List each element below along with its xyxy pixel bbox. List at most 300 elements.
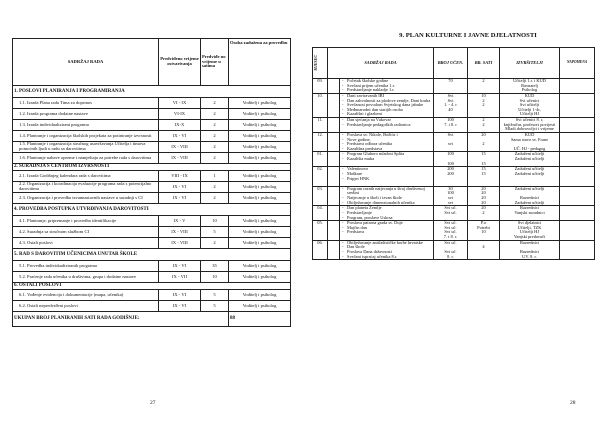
executors-cell-line: Ravnatelj bbox=[521, 82, 538, 88]
task-text: 1.4. Planiranje i organizacija školskih projekata za potiniranje izvrsnosti bbox=[13, 131, 159, 142]
hours-cell-line: 2 bbox=[482, 141, 485, 147]
content-item: - Dan škole bbox=[347, 245, 432, 250]
task-text: 4.3. Ostali poslovi bbox=[13, 238, 159, 249]
task-text: 1.3. Izrada individualizirani programa bbox=[13, 120, 159, 131]
executors-cell bbox=[500, 79, 560, 94]
task-responsible: Voditelj i psiholog bbox=[229, 216, 291, 227]
students-cell-line: 100 bbox=[447, 151, 454, 157]
executors-cell-line: Razrednici bbox=[519, 240, 540, 245]
task-time: VIII - IX bbox=[159, 171, 201, 182]
task-hours: 2 bbox=[201, 131, 229, 142]
table-row bbox=[13, 131, 291, 142]
executors-cell-line: Razrednici bbox=[519, 195, 540, 200]
note-cell bbox=[560, 167, 595, 187]
note-cell bbox=[560, 79, 595, 94]
content-item: - Nove godine, bbox=[347, 138, 432, 143]
table-row bbox=[313, 240, 595, 260]
task-time: IX - VIII bbox=[159, 153, 201, 164]
content-item: - Predstava bbox=[347, 230, 432, 235]
task-hours: 5 bbox=[201, 227, 229, 238]
executors-cell bbox=[500, 132, 560, 152]
table-row bbox=[313, 93, 595, 117]
hours-cell-line: 20 bbox=[481, 132, 486, 137]
hours-cell bbox=[468, 93, 500, 117]
executors-cell-line: Zaduženi učitelji bbox=[514, 151, 545, 157]
hours-cell-line: 2 bbox=[482, 121, 485, 127]
content-item: - Kazališni i glazbeni bbox=[347, 112, 432, 117]
task-text: 5.2. Praćenje rada učenika u društvima, grupa i dodatne nastave bbox=[13, 272, 159, 283]
header-content: SADRŽAJ RADA bbox=[13, 39, 159, 86]
task-responsible: Voditelj i psiholog bbox=[229, 153, 291, 164]
hours-cell-line: 20 bbox=[481, 190, 486, 196]
hours-cell-line: 15 bbox=[481, 166, 486, 172]
hours-cell-line: 20 bbox=[481, 199, 486, 205]
executors-cell-line: Učitelji HJ bbox=[519, 111, 540, 117]
table-row bbox=[13, 142, 291, 153]
task-hours: 2 bbox=[201, 153, 229, 164]
culture-plan-table bbox=[312, 47, 595, 260]
header-time: Predviđeno vrijeme ostvarivanja bbox=[159, 39, 201, 86]
executors-cell-line: Svi učenici bbox=[519, 97, 540, 103]
content-item: - Predstavljanje pedagoških radionica bbox=[347, 123, 432, 128]
bullet-cell bbox=[328, 152, 340, 167]
executors-cell bbox=[500, 240, 560, 260]
executors-cell-line: KUD bbox=[524, 93, 535, 98]
content-item: - Predstavljanje nakladje 1.r. bbox=[347, 88, 432, 93]
bullet-cell bbox=[328, 118, 340, 133]
month-cell: 03. bbox=[313, 186, 328, 206]
header-content: SADRŽAJ RADA bbox=[328, 48, 434, 79]
header-executors: IZVRŠITELJI bbox=[500, 48, 560, 79]
students-cell bbox=[434, 79, 468, 94]
content-item: - Predstavljanje bbox=[347, 211, 432, 216]
content-item: - Svečanost povodom Svjetskog dana jabuke bbox=[347, 103, 432, 108]
hours-cell bbox=[468, 118, 500, 133]
hours-cell bbox=[468, 79, 500, 94]
section-row bbox=[13, 249, 291, 261]
executors-cell bbox=[500, 186, 560, 206]
table-row bbox=[13, 216, 291, 227]
hours-cell-line: 4 bbox=[482, 244, 485, 250]
task-responsible: Voditelj i psiholog bbox=[229, 171, 291, 182]
table-row bbox=[13, 290, 291, 301]
task-hours: 2 bbox=[201, 98, 229, 109]
task-text: 4.2. Suradnja sa stručnom službom CI bbox=[13, 227, 159, 238]
content-cell bbox=[340, 93, 434, 117]
total-label: UKUPAN BROJ PLANIRANIH SATI RADA GODIŠNJE: bbox=[13, 312, 229, 327]
executors-cell-line: Učitelji, TZK bbox=[517, 224, 542, 230]
task-hours: 2 bbox=[201, 193, 229, 204]
hours-cell-line: 2 bbox=[482, 209, 485, 215]
task-time: IX - VII bbox=[159, 272, 201, 283]
content-cell bbox=[340, 240, 434, 260]
hours-cell-line: 2 bbox=[482, 78, 485, 83]
students-cell-line: Svi uč. bbox=[444, 224, 457, 230]
header-hours: BR. SATI bbox=[468, 48, 500, 79]
task-time: IX - VI bbox=[159, 182, 201, 193]
section-title: 5. RAD S DAROVITIM UČENICIMA UNUTAR ŠKOLE bbox=[13, 249, 291, 261]
note-cell bbox=[560, 152, 595, 167]
hours-cell-line: 15 bbox=[481, 170, 486, 176]
task-hours: 10 bbox=[201, 272, 229, 283]
executors-cell bbox=[500, 118, 560, 133]
task-text: 2.3. Organizacija i provedba izvannastavnih nastave u suradnji s CI bbox=[13, 193, 159, 204]
executors-cell-line: Vanjski predavači bbox=[513, 234, 546, 239]
table-row bbox=[313, 186, 595, 206]
table-row bbox=[313, 118, 595, 133]
month-cell: 09. bbox=[313, 79, 328, 94]
content-item: - Maškare bbox=[347, 172, 432, 177]
content-cell bbox=[340, 132, 434, 152]
executors-cell-line: Vanjski suradnici bbox=[514, 209, 545, 215]
content-item: - Dan zahvalnosti za plodove zemlje, Dani kruha bbox=[347, 99, 432, 104]
table-row bbox=[13, 153, 291, 164]
students-cell-line: 7. i 8. r bbox=[444, 121, 457, 127]
content-cell bbox=[340, 152, 434, 167]
task-responsible: Voditelj i psiholog bbox=[229, 142, 291, 153]
content-item: - Proslava patrona grada sv. Duje bbox=[347, 221, 432, 226]
students-cell-line: 200 bbox=[447, 166, 454, 172]
table-row bbox=[313, 132, 595, 152]
bullet-cell bbox=[328, 221, 340, 241]
executors-cell-line: Zaduženi učitelji bbox=[514, 199, 545, 205]
students-cell-line: Svi uč. bbox=[444, 248, 457, 254]
section-row bbox=[13, 204, 291, 216]
table-row bbox=[13, 227, 291, 238]
content-cell bbox=[340, 186, 434, 206]
task-text: 1.1. Izrada Plana rada Tima za doprinos bbox=[13, 98, 159, 109]
students-cell bbox=[434, 132, 468, 152]
table-row bbox=[13, 120, 291, 131]
task-responsible: Voditelj i psiholog bbox=[229, 109, 291, 120]
task-hours: 35 bbox=[201, 261, 229, 272]
students-cell-line: Svi uč. bbox=[444, 229, 457, 235]
note-cell bbox=[560, 93, 595, 117]
content-item: - Dan planeta Zemlje bbox=[347, 206, 432, 211]
content-cell bbox=[340, 167, 434, 187]
content-cell bbox=[340, 221, 434, 241]
students-cell bbox=[434, 118, 468, 133]
content-item: - Kazališta muka bbox=[347, 157, 432, 162]
executors-cell-line: Svi djelatnici bbox=[517, 220, 542, 226]
content-cell bbox=[340, 79, 434, 94]
header-month: MJESEC bbox=[313, 48, 328, 79]
section-row bbox=[13, 164, 291, 171]
executors-cell-line: Zaduženi učitelji bbox=[514, 166, 545, 172]
task-time: IX - VIII bbox=[159, 142, 201, 153]
executors-cell-line: KUD bbox=[524, 132, 535, 137]
task-hours: 5 bbox=[201, 290, 229, 301]
executors-cell bbox=[500, 152, 560, 167]
header-note: NAPOMENA bbox=[560, 48, 595, 79]
task-text: 1.5. Planiranje i organizacija stručnog usavršavanja Učitelja i timova pomoćnih ljudi u radu sa darovitima bbox=[13, 142, 159, 153]
task-text: 5.1. Provedba individualiziranih programa bbox=[13, 261, 159, 272]
bullet-cell bbox=[328, 132, 340, 152]
content-item: - Kazališna predstava bbox=[347, 147, 432, 152]
task-text: 4.1. Planiranje, pripremanje i provedba identifikacije bbox=[13, 216, 159, 227]
section-title: 4. PROVEDBA POSTUPKA UTVRĐIVANJA DAROVITOSTI bbox=[13, 204, 291, 216]
hours-cell-line: 2 bbox=[482, 117, 485, 122]
content-item: - Početak školske godine bbox=[347, 79, 432, 84]
content-item: - Dan sjećanja na Vukovar bbox=[347, 118, 432, 123]
task-responsible: Voditelj i psiholog bbox=[229, 182, 291, 193]
hours-cell-line bbox=[469, 255, 498, 260]
students-cell-line: Svi bbox=[447, 97, 454, 103]
content-item: - Natjecanje u školi i izvan škole bbox=[347, 196, 432, 201]
header-hours: Predviđe no vrijeme u satima bbox=[201, 39, 229, 86]
executors-cell bbox=[500, 167, 560, 187]
content-item: - Obilježavanje dimenzionalnih učenika bbox=[347, 201, 432, 206]
content-item: - Proslava Dana državnosti bbox=[347, 250, 432, 255]
task-time: IX - V bbox=[159, 216, 201, 227]
task-hours: 2 bbox=[201, 238, 229, 249]
task-responsible: Voditelj i psiholog bbox=[229, 261, 291, 272]
task-text: 1.2. Izrada programa dodatne nastave bbox=[13, 109, 159, 120]
students-cell-line: 70 bbox=[448, 78, 453, 83]
table-row bbox=[13, 301, 291, 312]
executors-cell-line: Učitelji 1.r. i KUD bbox=[513, 78, 546, 83]
hours-cell-line: 2 bbox=[482, 97, 485, 103]
content-item: - Program Gluhoro mladost Splita bbox=[347, 152, 432, 157]
executors-cell-line: Razrednici bbox=[519, 205, 540, 211]
work-plan-table bbox=[12, 38, 291, 327]
task-responsible: Voditelj i psiholog bbox=[229, 290, 291, 301]
hours-cell-line: 15 bbox=[481, 151, 486, 157]
task-text: 1.6. Planiranje nabave opreme i namještaja za potrebe rada s darovitima bbox=[13, 153, 159, 164]
executors-cell bbox=[500, 221, 560, 241]
hours-cell-line: 2 bbox=[482, 102, 485, 108]
table-row bbox=[13, 109, 291, 120]
content-item: - Program, proslave Uskrsa bbox=[347, 216, 432, 221]
table-row bbox=[13, 193, 291, 204]
section-row bbox=[13, 86, 291, 98]
task-responsible: Voditelj i psiholog bbox=[229, 120, 291, 131]
header-responsible: Osoba zadužena za provedbu bbox=[229, 39, 291, 86]
executors-cell bbox=[500, 206, 560, 221]
executors-cell-line: UV. 8. r. bbox=[522, 253, 537, 259]
month-cell: 04. bbox=[313, 206, 328, 221]
content-item: - Svečani prijem učenika 1.r. bbox=[347, 84, 432, 89]
table-row bbox=[13, 238, 291, 249]
page-number-right: 28 bbox=[570, 400, 576, 406]
content-item: - Predstava odbora učenika bbox=[347, 142, 432, 147]
students-cell-line: Svi bbox=[447, 132, 454, 137]
bullet-cell bbox=[328, 167, 340, 187]
students-cell-line: svi bbox=[447, 199, 454, 205]
task-responsible: Voditelj i psiholog bbox=[229, 238, 291, 249]
task-responsible: Voditelj i psiholog bbox=[229, 272, 291, 283]
task-time: IX - VI bbox=[159, 193, 201, 204]
content-item: - Svečani ispraćaj učenika 8.r. bbox=[347, 255, 432, 260]
bullet-cell bbox=[328, 206, 340, 221]
note-cell bbox=[560, 221, 595, 241]
students-cell-line bbox=[435, 181, 466, 186]
task-hours: 5 bbox=[201, 301, 229, 312]
students-cell-line: 40 bbox=[448, 106, 453, 112]
month-cell: 12. bbox=[313, 132, 328, 152]
month-cell: 10. bbox=[313, 93, 328, 117]
task-hours: 2 bbox=[201, 182, 229, 193]
hours-cell bbox=[468, 240, 500, 260]
content-item: - Dani zaviravanih IBI bbox=[347, 94, 432, 99]
total-value: 88 bbox=[229, 312, 291, 327]
hours-cell-line: Potrebi bbox=[477, 224, 490, 230]
note-cell bbox=[560, 118, 595, 133]
hours-cell bbox=[468, 206, 500, 221]
task-time: IX - VIII bbox=[159, 238, 201, 249]
bullet-cell bbox=[328, 240, 340, 260]
task-responsible: Voditelj i psiholog bbox=[229, 98, 291, 109]
table-row bbox=[13, 98, 291, 109]
executors-cell bbox=[500, 93, 560, 117]
executors-cell-line: Svi učenici 8. r, bbox=[515, 117, 544, 122]
task-time: VI-IX bbox=[159, 109, 201, 120]
task-hours: 10 bbox=[201, 216, 229, 227]
students-cell bbox=[434, 167, 468, 187]
bullet-cell bbox=[328, 93, 340, 117]
content-item: - Valentinovo bbox=[347, 167, 432, 172]
hours-cell-line: 10 bbox=[481, 229, 486, 235]
note-cell bbox=[560, 186, 595, 206]
task-hours: 2 bbox=[201, 142, 229, 153]
students-cell bbox=[434, 221, 468, 241]
content-item: - Obilježavanje antifašističke borbe hrvatske bbox=[347, 241, 432, 246]
right-page bbox=[300, 0, 600, 424]
students-cell-line: Svi bbox=[447, 93, 454, 98]
table-row bbox=[13, 182, 291, 193]
note-cell bbox=[560, 240, 595, 260]
table-row bbox=[13, 272, 291, 283]
page-number-left: 27 bbox=[150, 400, 156, 406]
task-hours: 2 bbox=[201, 120, 229, 131]
executors-cell-line: UČ. HJ - pedagog bbox=[513, 145, 546, 151]
task-text: 6.2. Ostali nepredviđeni poslovi bbox=[13, 301, 159, 312]
section-title: 1. POSLOVI PLANIRANJA I PROGRAMIRANJA bbox=[13, 86, 291, 98]
task-text: 2.1. Izrada Godišnjeg kalendara rada s darovitima bbox=[13, 171, 159, 182]
hours-cell-line: 20 bbox=[481, 195, 486, 200]
content-cell bbox=[340, 206, 434, 221]
executors-cell-line: Psiholog bbox=[521, 87, 538, 93]
month-cell: 05. bbox=[313, 221, 328, 241]
executors-cell-line: Učitelji HJ bbox=[519, 229, 540, 235]
task-hours: 2 bbox=[201, 109, 229, 120]
task-responsible: Voditelj i psiholog bbox=[229, 227, 291, 238]
students-cell-line: 8. r. bbox=[447, 253, 454, 259]
table-row bbox=[313, 152, 595, 167]
hours-cell bbox=[468, 221, 500, 241]
month-cell: 11. bbox=[313, 118, 328, 133]
hours-cell bbox=[468, 152, 500, 167]
hours-cell bbox=[468, 186, 500, 206]
hours-cell-line: 10 bbox=[481, 93, 486, 98]
table-row bbox=[313, 221, 595, 241]
bullet-cell bbox=[328, 186, 340, 206]
executors-cell-line: Mladi dobrovoljci i vrijeme bbox=[505, 126, 554, 132]
note-cell bbox=[560, 132, 595, 152]
students-cell bbox=[434, 240, 468, 260]
task-time: IX-X bbox=[159, 120, 201, 131]
hours-cell bbox=[468, 167, 500, 187]
students-cell-line: 100 bbox=[447, 117, 454, 122]
students-cell-line: Svi uč. bbox=[444, 240, 457, 245]
task-time: IX - VI bbox=[159, 131, 201, 142]
note-cell bbox=[560, 206, 595, 221]
month-cell: 01. bbox=[313, 152, 328, 167]
executors-cell-line: Zaduženi učitelji bbox=[514, 186, 545, 191]
table-row bbox=[313, 206, 595, 221]
students-cell-line: 1. - 4. r bbox=[444, 102, 457, 108]
students-cell-line: 7. i 8. r. bbox=[443, 234, 458, 239]
task-time: IX - VI bbox=[159, 301, 201, 312]
students-cell-line: 100 bbox=[447, 160, 454, 166]
students-cell-line: Svi uč. bbox=[444, 220, 457, 226]
hours-cell-line: 15 bbox=[481, 160, 486, 166]
content-item: - Pripjet HNK bbox=[347, 177, 432, 182]
task-responsible: Voditelj i psiholog bbox=[229, 131, 291, 142]
month-cell: 02. bbox=[313, 167, 328, 187]
culture-plan-title: 9. PLAN KULTURNE I JAVNE DJELATNOSTI bbox=[399, 32, 537, 39]
content-item: - Proslava sv. Nikole, Božića i bbox=[347, 133, 432, 138]
table-row bbox=[13, 171, 291, 182]
hours-cell-line: 20 bbox=[481, 205, 486, 211]
header-students: BROJ UČEN. bbox=[434, 48, 468, 79]
content-item: - Program raznih natjecanja u široj društvenoj sredini bbox=[347, 187, 432, 196]
table-row bbox=[313, 79, 595, 94]
work-plan-body bbox=[13, 86, 291, 312]
task-responsible: Voditelj i psiholog bbox=[229, 301, 291, 312]
students-cell-line: Svi uč. bbox=[444, 205, 457, 211]
section-title: 2. SURADNJA S CENTROM IZVRSNOSTI bbox=[13, 164, 291, 171]
culture-plan-body bbox=[313, 79, 595, 260]
task-text: 6.1. Vođenje evidencija i dokumentacije (mapa, učenika) bbox=[13, 290, 159, 301]
students-cell bbox=[434, 206, 468, 221]
executors-cell-line: Zaduženi učitelji bbox=[514, 170, 545, 176]
executors-cell-line: Sama stavo sv. Frane bbox=[510, 136, 549, 142]
executors-cell-line: Razrednici bbox=[519, 248, 540, 254]
section-title: 6. OSTALI POSLOVI bbox=[13, 283, 291, 290]
month-cell: 06. bbox=[313, 240, 328, 260]
students-cell-line: Svi uč. bbox=[444, 209, 457, 215]
bullet-cell bbox=[328, 79, 340, 94]
task-time: VI - IX bbox=[159, 98, 201, 109]
executors-cell-line: Zaduženi učitelji bbox=[514, 156, 545, 161]
students-cell bbox=[434, 186, 468, 206]
table-row bbox=[13, 261, 291, 272]
content-cell bbox=[340, 118, 434, 133]
executors-cell-line: Učitelji 1-4r, bbox=[518, 106, 541, 112]
task-time: IX - VI bbox=[159, 290, 201, 301]
task-text: 2.2. Organizacija i koordinacija evaluacije programa rada s potencijalno darovitima bbox=[13, 182, 159, 193]
task-responsible: Voditelj i psiholog bbox=[229, 193, 291, 204]
students-cell-line: svi bbox=[447, 195, 454, 200]
table-row bbox=[313, 167, 595, 187]
content-item: - Majčin dan bbox=[347, 226, 432, 231]
task-time: IX - VIII bbox=[159, 227, 201, 238]
section-row bbox=[13, 283, 291, 290]
executors-cell-line: knjižničar, profesori povijesti bbox=[503, 121, 556, 127]
students-cell-line: 100 bbox=[447, 190, 454, 196]
content-item: - Međunarodni dan starijih osoba bbox=[347, 108, 432, 113]
students-cell bbox=[434, 152, 468, 167]
executors-cell-line: Svi učitelji bbox=[519, 102, 540, 108]
students-cell-line: 200 bbox=[447, 170, 454, 176]
hours-cell bbox=[468, 132, 500, 152]
hours-cell-line: P.o bbox=[480, 220, 487, 226]
hours-cell-line: 20 bbox=[481, 186, 486, 191]
students-cell bbox=[434, 93, 468, 117]
task-hours: 1 bbox=[201, 171, 229, 182]
task-time: IX - VI bbox=[159, 261, 201, 272]
